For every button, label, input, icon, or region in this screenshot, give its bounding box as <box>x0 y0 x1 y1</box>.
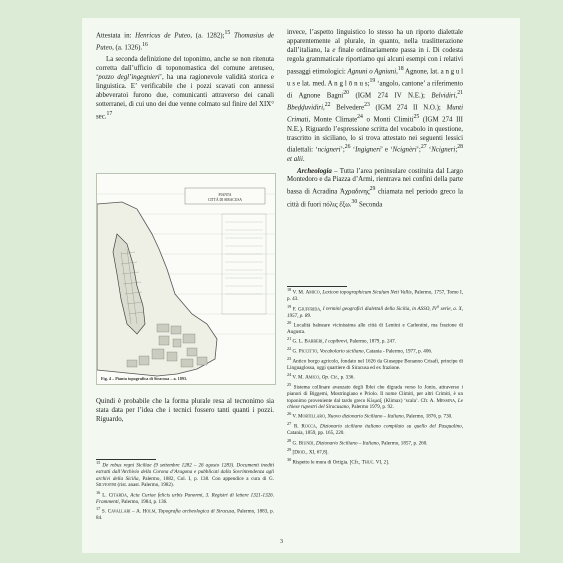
left-column-text <box>96 29 274 125</box>
footnote: $^{26}$ V. Mortillaro, Nuovo dizionario Siciliano – Italiano, Palermo, 1876, p. 730. <box>287 411 453 421</box>
footnote: $^{17}$ S. Cavallari – A. Holm, Topografia archeologica di Siracusa, Palermo, 1883, p. 84. <box>96 505 275 521</box>
footnote: $^{24}$ V. M. Amico, Op. Cit., p. 336. <box>287 372 355 382</box>
footnote: $^{22}$ G. Piccitto, Vocabolario siciliano, Catania - Palermo, 1977, p. 406. <box>287 346 433 355</box>
footnote: $^{25}$ Sistema collinare avanzato degli Iblei che digrada verso lo Jonio, attraverso i pianori di Biggemi, Mostringiano e Priolo. Il nome Climiti, per altri Crimiti, è un toponimo proveniente dal tardo greco Κλιμαξ (Klimax) ‘scala’. Cfr. A. Messina, Le chiese rupestri del Siracusano, Palermo 1979, p. 92. <box>287 382 464 411</box>
footnote: $^{28}$ G. Biundi, Dizionario Siciliano – Italiano, Palermo, 1857, p. 260. <box>287 437 428 447</box>
left-column-continuation <box>96 398 274 428</box>
footnote: $^{18}$ V. M. Amico, Lexicon topographicum Siculum Neti Vallis, Palermo, 1757, Tomo I, p. 43. <box>287 287 464 303</box>
footnote: $^{16}$ L. Citarda, Acta Curiae felicis urbis Panormi, 3. Registri di lettere 1321-1326. Frammenti, Palermo, 1984, p. 136. <box>96 489 274 505</box>
figure-map <box>96 173 276 385</box>
paragraph: invece, l’aspetto linguistico lo stesso ha un riporto dialettale apparentemente al plurale, in quanto, nella traslitterazione dall’italiano, la e finale ordinariamente passa in i. Di codesta regola grammaticale riportiamo qui alcuni esempi con i relativi passaggi etimologici: Agnuni o Agniuni,$^{18}$ Agnone, lat. a n g u l u s e lat. med. A n g l ō n u s;$^{19}$ ‘angolo, cantone’ a riferimento di Agnone Bagni$^{20}$ (IGM 274 IV N.E.); Belvidiri,$^{21}$ Bbeḍḍuvidiri,$^{22}$ Belvedere$^{23}$ (IGM 274 II N.O.); Munti Crimati, Monte Climate$^{24}$ o Monti Climiti$^{25}$ (IGM 274 III N.E.). Riguardo l’espressione scritta del vocabolo in questione, trascritto in siciliano, lo si trova attestato nei seguenti lessici dialettali: ‘ncigneri’;$^{26}$ ‘Ingigneri’ e ‘Ncignèri’;$^{27}$ ‘Ncigneri;$^{28}$ et alii. <box>287 29 463 163</box>
footnotes-left <box>96 455 274 522</box>
footnote: $^{19}$ F. Giuffrida, I termini geografici dialettali della Sicilia, in ASSO, $IV^a$ serie, a. X, 1957, p. 89. <box>287 303 464 319</box>
paragraph: Attestata in: Henricus de Puteo, (a. 1282);$^{15}$ Thomasius de Puteo, (a. 1326).$^{16}$ <box>96 30 274 52</box>
figure-caption: Fig. 4 – Pianta topografica di Siracusa – a. 1893. <box>101 376 188 381</box>
map-title: PIANTA CITTÀ DI SIRACUSA <box>208 193 242 202</box>
footnote: $^{20}$ Località balneare vicinissima alle città di Lentini e Carlentini, ma frazione di Augusta. <box>287 319 463 336</box>
footnotes-right <box>287 282 463 467</box>
siracusa-map-image <box>97 174 275 384</box>
page-number: 3 <box>280 539 283 545</box>
footnote: $^{21}$ G. L. Barberi, I capibrevi, Palermo, 1879, p. 247. <box>287 336 396 345</box>
paragraph: Archeologia – Tutta l’area peninsulare costituita dal Largo Montedoro e da Piazza d’Armi, rientrava nei confini della parte bassa di Acradina Ἀχραδινης$^{29}$ chiamata nel periodo greco la città di fuori πόλις ἔξω.$^{30}$ Seconda <box>287 167 463 208</box>
paragraph: Quindi è probabile che la forma plurale resa al tecnonimo sia stata data per l’idea che i tecnici fossero tanti quanti i pozzi. Riguardo, <box>96 398 274 423</box>
footnote: $^{29}$ [Diod., XI, 67,8]. <box>287 447 329 457</box>
footnote: $^{30}$ Rispetto le mura di Ortigia. [Cfr., Thuc. VI, 2]. <box>287 457 390 467</box>
footnote: $^{23}$ Antico borgo agricolo, fondato nel 1626 da Giuseppe Bonanno Crisafi, principe di Linguaglossa, oggi quartiere di Siracusa ed ex frazione. <box>287 356 463 372</box>
paragraph: La seconda definizione del toponimo, anche se non ritenuta corretta dall’ufficio di toponomastica del comune aretuseo, ‘pozzo degl’ingegnieri’, ha una ragionevole validità storica e linguistica. E’ verificabile che i pozzi scavati con annessi abbeveratoi furono due, comunicanti attraverso dei canali sotterranei, di cui uno dei due venne colmato sul finire del XIX° sec.$^{17}$ <box>96 56 274 121</box>
footnote: $^{15}$ De rebus regni Siciliae (9 settembre 1282 – 26 agosto 1283). Documenti inediti estratti dall’Archivio della Corona d’Aragona e pubblicati dalla Sovrintendenza agli archivi della Sicilia, Palermo, 1882, Col. I, p. 138. Con appendice a cura di G. Silvestri (rist. anast. Palermo, 1982). <box>96 460 275 489</box>
right-column-text <box>287 29 463 213</box>
footnote: $^{27}$ R. Rocca, Dizionario siciliano italiano compilato su quello del Pasqualino, Catania, 1859, pp. 165, 220. <box>287 421 464 437</box>
